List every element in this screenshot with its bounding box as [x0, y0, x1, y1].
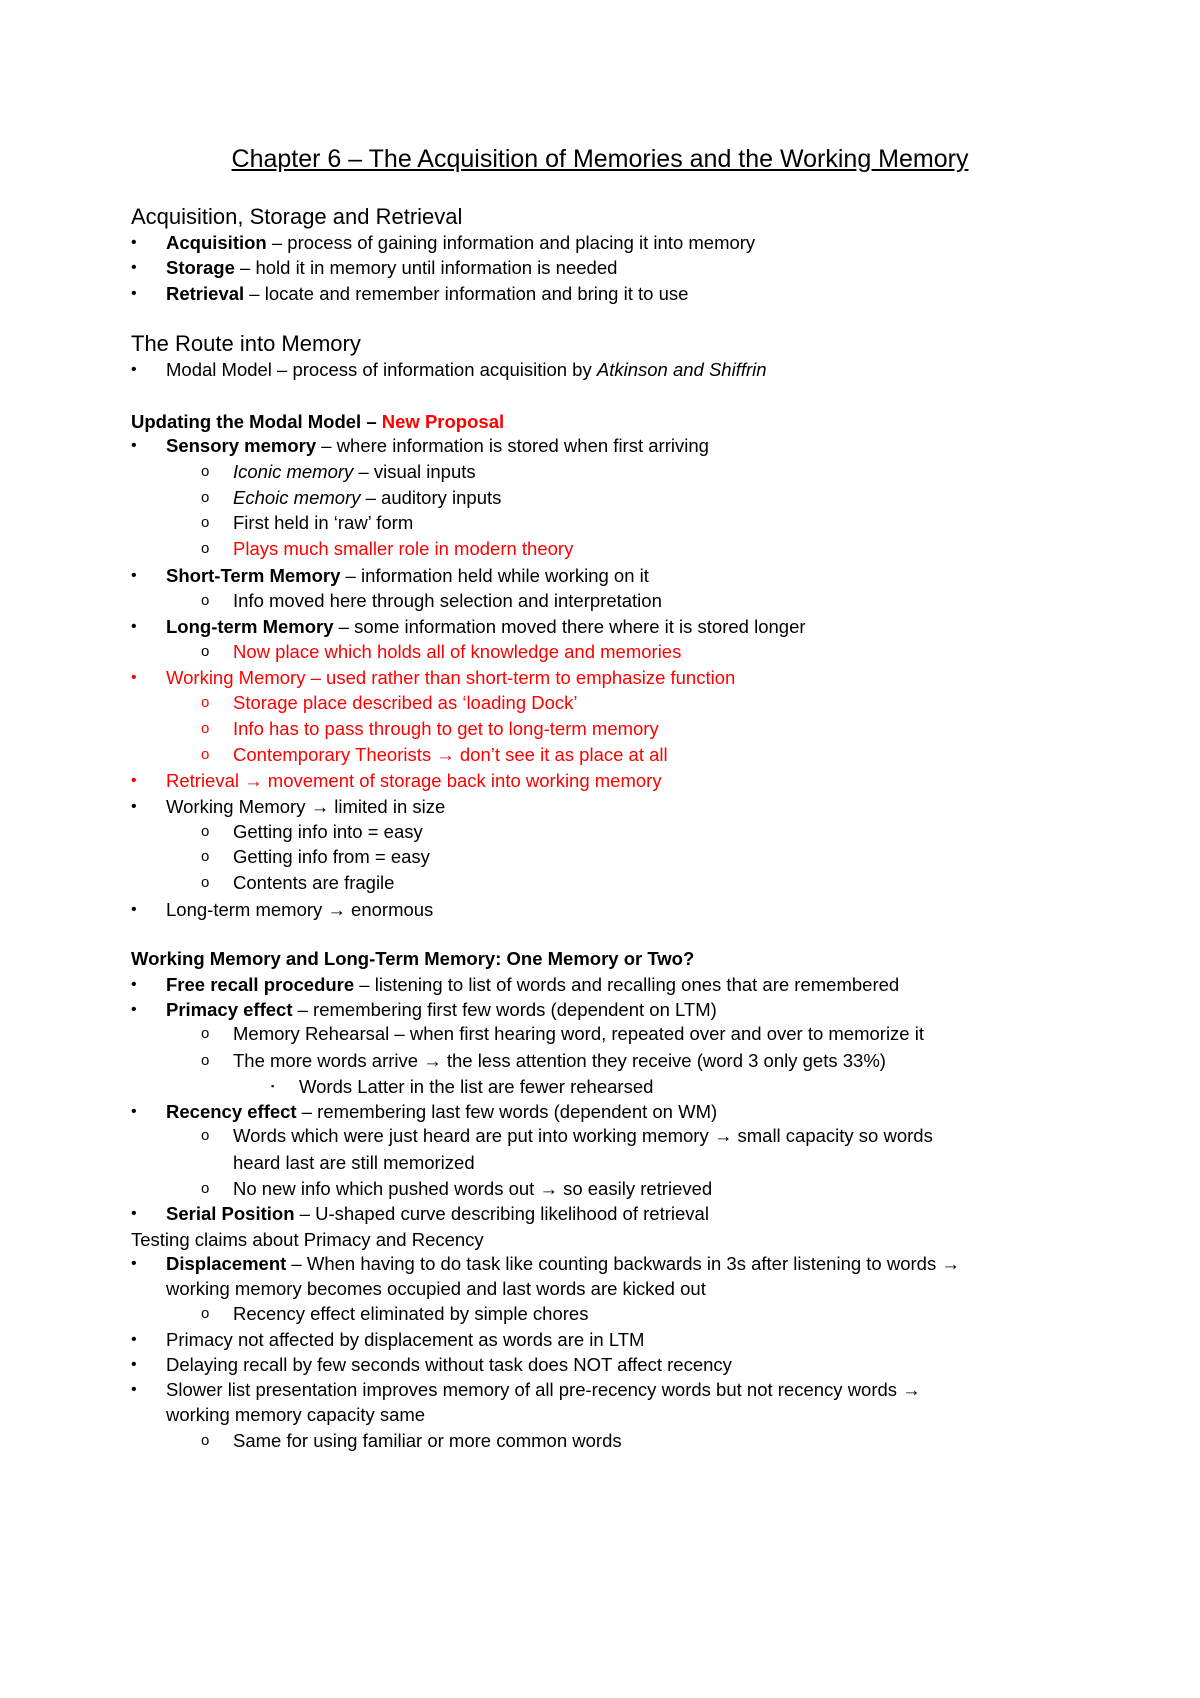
text-run: Plays much smaller role in modern theory: [233, 538, 574, 559]
bullet-icon: •: [131, 618, 137, 635]
text-run: Retrieval: [166, 283, 245, 304]
line-text: [233, 589, 662, 613]
text-run: Storage place described as ‘loading Dock’: [233, 692, 578, 713]
text-run: Updating the Modal Model: [131, 411, 362, 432]
text-run: Testing claims about Primacy and Recency: [131, 1229, 484, 1250]
line-text: [233, 717, 659, 741]
line-text: [166, 231, 755, 255]
circle-bullet-icon: o: [201, 694, 210, 711]
line-text: [166, 282, 688, 306]
circle-bullet-icon: o: [201, 489, 210, 506]
text-run: Primacy effect: [166, 999, 293, 1020]
line-text: [166, 1277, 706, 1301]
line-text: [299, 1075, 653, 1099]
circle-bullet-icon: o: [201, 1305, 210, 1322]
line-text: [166, 1100, 717, 1124]
bullet-icon: •: [131, 1205, 137, 1222]
line-text: [131, 205, 462, 229]
circle-bullet-icon: o: [201, 823, 210, 840]
text-run: – listening to list of words and recalling ones that are remembered: [354, 974, 900, 995]
text-run: Long-term Memory: [166, 616, 334, 637]
text-run: Working Memory → limited in size: [166, 796, 446, 817]
line-text: [233, 871, 394, 895]
line-text: [166, 1353, 732, 1377]
text-run: Info moved here through selection and interpretation: [233, 590, 662, 611]
text-run: – locate and remember information and bring it to use: [244, 283, 689, 304]
text-run: – where information is stored when first arriving: [316, 435, 709, 456]
line-text: [166, 1202, 709, 1226]
circle-bullet-icon: o: [201, 1180, 210, 1197]
text-run: – When having to do task like counting backwards in 3s after listening to words →: [286, 1253, 960, 1274]
text-run: Now place which holds all of knowledge and memories: [233, 641, 682, 662]
text-run: Retrieval → movement of storage back into working memory: [166, 770, 662, 791]
bullet-icon: •: [131, 234, 137, 251]
circle-bullet-icon: o: [201, 746, 210, 763]
line-text: [233, 691, 578, 715]
text-run: Displacement: [166, 1253, 287, 1274]
line-text: [166, 1378, 921, 1402]
line-text: [166, 1403, 425, 1427]
bullet-icon: •: [131, 1381, 137, 1398]
bullet-icon: •: [131, 1331, 137, 1348]
line-text: [233, 1124, 933, 1148]
text-run: –: [361, 411, 382, 432]
text-run: No new info which pushed words out → so easily retrieved: [233, 1178, 713, 1199]
line-text: [131, 1228, 484, 1252]
bullet-icon: •: [131, 437, 137, 454]
line-text: [131, 332, 361, 356]
circle-bullet-icon: o: [201, 540, 210, 557]
line-text: [233, 743, 668, 767]
line-text: [233, 511, 413, 535]
line-text: [166, 434, 709, 458]
line-text: [233, 1177, 712, 1201]
line-text: [166, 358, 767, 382]
bullet-icon: •: [131, 259, 137, 276]
line-text: [131, 410, 504, 434]
line-text: [166, 769, 662, 793]
square-bullet-icon: ▪: [271, 1081, 275, 1091]
line-text: [166, 898, 433, 922]
line-text: [166, 1328, 644, 1352]
circle-bullet-icon: o: [201, 1052, 210, 1069]
bullet-icon: •: [131, 976, 137, 993]
text-run: New Proposal: [381, 411, 505, 432]
bullet-icon: •: [131, 285, 137, 302]
circle-bullet-icon: o: [201, 848, 210, 865]
text-run: Storage: [166, 257, 235, 278]
text-run: – process of gaining information and placing it into memory: [266, 232, 756, 253]
bullet-icon: •: [131, 901, 137, 918]
text-run: First held in ‘raw’ form: [233, 512, 414, 533]
bullet-icon: •: [131, 1255, 137, 1272]
circle-bullet-icon: o: [201, 720, 210, 737]
bullet-icon: •: [131, 361, 137, 378]
line-text: [233, 486, 501, 510]
line-text: [166, 998, 717, 1022]
line-text: [166, 256, 617, 280]
text-run: Primacy not affected by displacement as words are in LTM: [166, 1329, 645, 1350]
text-run: Iconic memory: [233, 461, 354, 482]
text-run: Info has to pass through to get to long-term memory: [233, 718, 659, 739]
text-run: Acquisition, Storage and Retrieval: [131, 204, 463, 229]
text-run: – remembering first few words (dependent on LTM): [292, 999, 717, 1020]
text-run: – auditory inputs: [360, 487, 502, 508]
line-text: [131, 947, 694, 971]
text-run: Contents are fragile: [233, 872, 395, 893]
line-text: [233, 1151, 475, 1175]
text-run: Recency effect eliminated by simple chores: [233, 1303, 589, 1324]
line-text: [233, 640, 681, 664]
text-run: – visual inputs: [353, 461, 476, 482]
text-run: Getting info from = easy: [233, 846, 430, 867]
circle-bullet-icon: o: [201, 874, 210, 891]
bullet-icon: •: [131, 567, 137, 584]
text-run: Getting info into = easy: [233, 821, 423, 842]
text-run: The more words arrive → the less attention they receive (word 3 only gets 33%): [233, 1050, 886, 1071]
text-run: Recency effect: [166, 1101, 297, 1122]
line-text: [166, 615, 806, 639]
circle-bullet-icon: o: [201, 643, 210, 660]
line-text: [233, 845, 430, 869]
text-run: working memory becomes occupied and last words are kicked out: [166, 1278, 706, 1299]
text-run: Serial Position: [166, 1203, 295, 1224]
text-run: heard last are still memorized: [233, 1152, 475, 1173]
line-text: [233, 537, 573, 561]
line-text: [233, 1302, 588, 1326]
bullet-icon: •: [131, 772, 137, 789]
bullet-icon: •: [131, 1001, 137, 1018]
text-run: Sensory memory: [166, 435, 317, 456]
text-run: Modal Model – process of information acquisition by: [166, 359, 597, 380]
text-run: Words Latter in the list are fewer rehearsed: [299, 1076, 654, 1097]
bullet-icon: •: [131, 798, 137, 815]
circle-bullet-icon: o: [201, 1025, 210, 1042]
text-run: Same for using familiar or more common words: [233, 1430, 622, 1451]
text-run: – information held while working on it: [340, 565, 649, 586]
line-text: [166, 1252, 960, 1276]
text-run: – remembering last few words (dependent on WM): [296, 1101, 718, 1122]
text-run: Atkinson and Shiffrin: [596, 359, 767, 380]
line-text: [166, 564, 649, 588]
text-run: Acquisition: [166, 232, 267, 253]
circle-bullet-icon: o: [201, 514, 210, 531]
line-text: [233, 1429, 622, 1453]
text-run: The Route into Memory: [131, 331, 361, 356]
text-run: Contemporary Theorists → don’t see it as place at all: [233, 744, 668, 765]
text-run: Free recall procedure: [166, 974, 355, 995]
circle-bullet-icon: o: [201, 463, 210, 480]
text-run: Memory Rehearsal – when first hearing word, repeated over and over to memorize it: [233, 1023, 924, 1044]
page-title: Chapter 6 – The Acquisition of Memories and the Working Memory: [231, 145, 969, 173]
bullet-icon: •: [131, 1356, 137, 1373]
text-run: – U-shaped curve describing likelihood of retrieval: [294, 1203, 709, 1224]
text-run: – some information moved there where it is stored longer: [333, 616, 806, 637]
text-run: Echoic memory: [233, 487, 361, 508]
circle-bullet-icon: o: [201, 592, 210, 609]
line-text: [233, 1022, 924, 1046]
text-run: working memory capacity same: [166, 1404, 426, 1425]
text-run: Long-term memory → enormous: [166, 899, 434, 920]
bullet-icon: •: [131, 1103, 137, 1120]
line-text: [233, 820, 423, 844]
line-text: [166, 973, 899, 997]
circle-bullet-icon: o: [201, 1127, 210, 1144]
text-run: Working Memory and Long-Term Memory: One Memory or Two?: [131, 948, 695, 969]
line-text: [233, 1049, 886, 1073]
circle-bullet-icon: o: [201, 1432, 210, 1449]
text-run: Short-Term Memory: [166, 565, 341, 586]
text-run: Words which were just heard are put into working memory → small capacity so words: [233, 1125, 933, 1146]
text-run: Delaying recall by few seconds without task does NOT affect recency: [166, 1354, 732, 1375]
line-text: [166, 795, 445, 819]
line-text: [166, 666, 735, 690]
bullet-icon: •: [131, 669, 137, 686]
line-text: [233, 460, 476, 484]
text-run: Working Memory – used rather than short-term to emphasize function: [166, 667, 736, 688]
text-run: – hold it in memory until information is needed: [234, 257, 618, 278]
text-run: Slower list presentation improves memory of all pre-recency words but not recency words →: [166, 1379, 921, 1400]
